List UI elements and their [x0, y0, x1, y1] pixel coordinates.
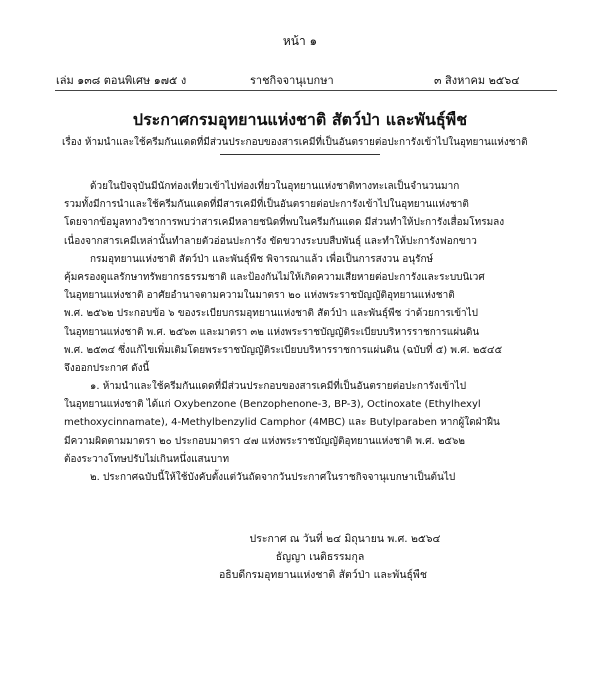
header-rule: [55, 90, 557, 91]
paragraph: [64, 469, 540, 487]
paragraph-line: ต้องระวางโทษปรับไม่เกินหนึ่งแสนบาท: [64, 453, 230, 465]
paragraph-line: รวมทั้งมีการนำและใช้ครีมกันแดดที่มีสารเคมีที่เป็นอันตรายต่อปะการังเข้าไปในอุทยานแห่งชาติ: [64, 199, 469, 211]
paragraph-line: โดยจากข้อมูลทางวิชาการพบว่าสารเคมีหลายชนิดที่พบในครีมกันแดด มีส่วนทำให้ปะการังเสื่อมโทรมลง: [64, 217, 505, 229]
paragraph-line: ๒. ประกาศฉบับนี้ให้ใช้บังคับตั้งแต่วันถัดจากวันประกาศในราชกิจจานุเบกษาเป็นต้นไป: [90, 472, 456, 483]
paragraph-line: พ.ศ. ๒๕๖๒ ประกอบข้อ ๖ ของระเบียบกรมอุทยานแห่งชาติ สัตว์ป่า และพันธุ์พืช ว่าด้วยการเข้าไป: [64, 308, 479, 320]
paragraph: [64, 251, 540, 378]
paragraph-line: ในอุทยานแห่งชาติ ได้แก่ Oxybenzone (Benzophenone-3, BP-3), Octinoxate (Ethylhexyl: [64, 399, 481, 411]
signer-name: ธัญญา เนติธรรมกุล: [275, 551, 365, 563]
paragraph-line: methoxycinnamate), 4-Methylbenzylid Camphor (4MBC) และ Butylparaben หากผู้ใดฝ่าฝืน: [64, 417, 500, 429]
paragraph-line: ด้วยในปัจจุบันมีนักท่องเที่ยวเข้าไปท่องเที่ยวในอุทยานแห่งชาติทางทะเลเป็นจำนวนมาก: [90, 181, 460, 192]
title-divider: [220, 154, 380, 155]
signer-position: อธิบดีกรมอุทยานแห่งชาติ สัตว์ป่า และพันธุ์พืช: [219, 569, 427, 581]
paragraph-line: คุ้มครองดูแลรักษาทรัพยากรธรรมชาติ และป้องกันไม่ให้เกิดความเสียหายต่อปะการังและระบบนิเวศ: [64, 271, 485, 283]
gazette-name: ราชกิจจานุเบกษา: [250, 74, 334, 87]
page-number: หน้า ๑: [282, 34, 318, 48]
paragraph-line: ในอุทยานแห่งชาติ พ.ศ. ๒๕๖๓ และมาตรา ๓๒ แห่งพระราชบัญญัติระเบียบบริหารราชการแผ่นดิน: [64, 326, 480, 338]
paragraph-line: พ.ศ. ๒๕๓๔ ซึ่งแก้ไขเพิ่มเติมโดยพระราชบัญญัติระเบียบบริหารราชการแผ่นดิน (ฉบับที่ ๕) พ.ศ. ๒๕๔๕: [64, 344, 503, 356]
paragraph-line: จึงออกประกาศ ดังนี้: [64, 362, 150, 374]
announcement-body: [64, 178, 540, 487]
paragraph-line: มีความผิดตามมาตรา ๒๐ ประกอบมาตรา ๔๗ แห่งพระราชบัญญัติอุทยานแห่งชาติ พ.ศ. ๒๕๖๒: [64, 435, 465, 447]
paragraph-line: ในอุทยานแห่งชาติ อาศัยอำนาจตามความในมาตรา ๒๐ แห่งพระราชบัญญัติอุทยานแห่งชาติ: [64, 290, 455, 302]
signature-date: ประกาศ ณ วันที่ ๒๔ มิถุนายน พ.ศ. ๒๕๖๔: [249, 533, 441, 545]
signature-block: [0, 530, 600, 584]
paragraph: [64, 378, 540, 469]
paragraph-line: กรมอุทยานแห่งชาติ สัตว์ป่า และพันธุ์พืช พิจารณาแล้ว เพื่อเป็นการสงวน อนุรักษ์: [90, 253, 434, 265]
announcement-subject: เรื่อง ห้ามนำและใช้ครีมกันแดดที่มีส่วนประกอบของสารเคมีที่เป็นอันตรายต่อปะการังเข้าไปในอุทยานแห่งชาติ: [62, 137, 528, 148]
paragraph: [64, 178, 540, 251]
announcement-title: ประกาศกรมอุทยานแห่งชาติ สัตว์ป่า และพันธุ์พืช: [132, 110, 468, 129]
publication-date: ๓ สิงหาคม ๒๕๖๔: [434, 74, 520, 87]
paragraph-line: เนื่องจากสารเคมีเหล่านั้นทำลายตัวอ่อนปะการัง ขัดขวางระบบสืบพันธุ์ และทำให้ปะการังฟอกขาว: [64, 235, 477, 247]
paragraph-line: ๑. ห้ามนำและใช้ครีมกันแดดที่มีส่วนประกอบของสารเคมีที่เป็นอันตรายต่อปะการังเข้าไป: [90, 381, 467, 393]
volume-issue: เล่ม ๑๓๘ ตอนพิเศษ ๑๗๕ ง: [56, 74, 187, 87]
